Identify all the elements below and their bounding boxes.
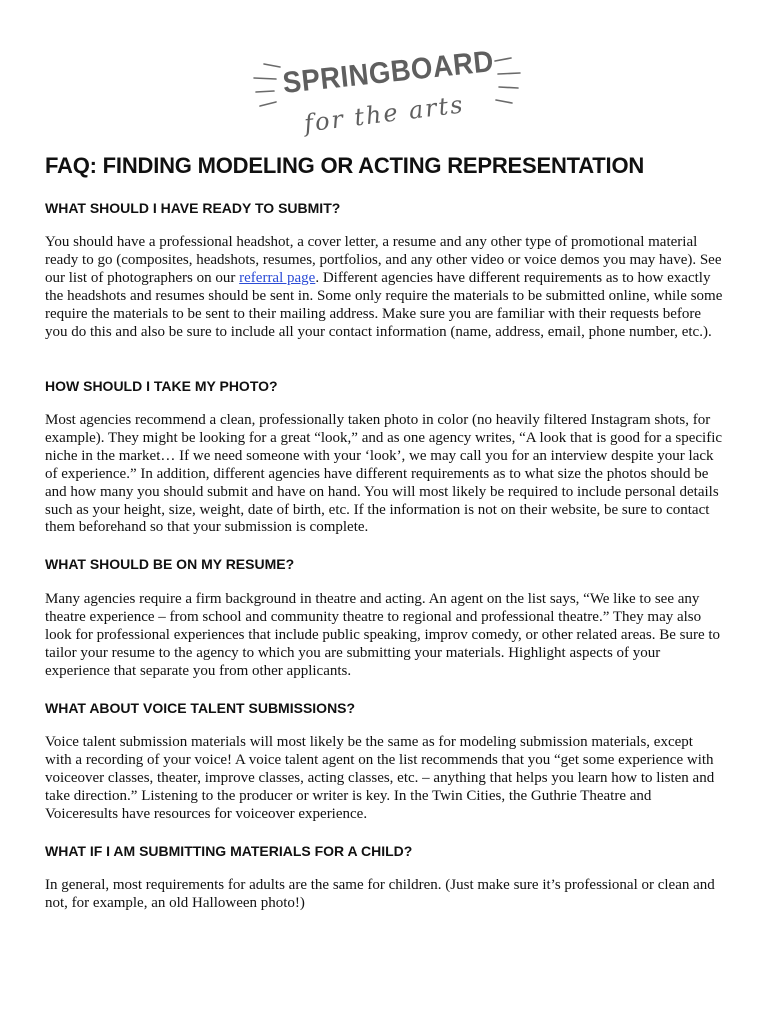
- section-body-child: In general, most requirements for adults are the same for children. (Just make sure it’s professional or clean and not, for example, an old Halloween photo!): [45, 877, 715, 911]
- section-body-voice: Voice talent submission materials will most likely be the same as for modeling submission materials, except with a recording of your voice! A voice talent agent on the list recommends that you “get some experience with voiceover classes, theater, improve classes, acting classes, etc. – anything that helps you learn how to listen and take direction.” Listening to the producer or writer is key. In the Twin Cities, the Guthrie Theatre and Voiceresults have resources for voiceover experience.: [45, 734, 715, 822]
- referral-page-link[interactable]: referral page: [239, 269, 316, 286]
- section-heading-voice: WHAT ABOUT VOICE TALENT SUBMISSIONS?: [45, 700, 356, 716]
- section-heading-resume: WHAT SHOULD BE ON MY RESUME?: [45, 556, 295, 572]
- page-title: FAQ: FINDING MODELING OR ACTING REPRESENTATION: [45, 153, 645, 178]
- body-text: You should have a professional headshot, a cover letter, a resume and any other type of promotional material ready to go (composites, headshots, resumes, portfolios, and any other video or voice demos you may have). See our list of photographers on our: [45, 234, 722, 286]
- section-heading-submit: WHAT SHOULD I HAVE READY TO SUBMIT?: [45, 200, 341, 216]
- section-body-submit: [45, 234, 723, 341]
- springboard-logo: [250, 40, 525, 140]
- body-text: . Different agencies have different requirements as to how exactly the headshots and resumes should be sent in. Some only require the materials to be submitted online, while some require the materials to be sent to their mailing address. Make sure you are familiar with their requests before you do this and also be sure to include all your contact information (name, address, email, phone number, etc.).: [45, 269, 723, 340]
- logo-tagline: for the arts: [302, 90, 466, 138]
- section-body-resume: Many agencies require a firm background in theatre and acting. An agent on the list says, “We like to see any theatre experience – from school and community theatre to regional and professional theatre.” They may also look for professional experiences that include public speaking, improv comedy, or other related areas. Be sure to tailor your resume to the agency to which you are submitting your materials. Highlight aspects of your experience that separate you from other applicants.: [45, 591, 721, 679]
- sunburst-rays-icon: [250, 40, 525, 140]
- section-body-photo: Most agencies recommend a clean, professionally taken photo in color (no heavily filtered Instagram shots, for example). They might be looking for a great “look,” and as one agency writes, “A look that is good for a specific niche in the market… If we need someone with your ‘look’, we may call you for an interview despite your lack of experience.” In addition, different agencies have different requirements as to what size the photos should be and how many you should submit and have on hand. You will most likely be required to include personal details such as your height, size, weight, date of birth, etc. If the information is not on their website, be sure to contact them beforehand so that your submission is complete.: [45, 412, 723, 536]
- logo-wordmark: SPRINGBOARD: [281, 43, 514, 100]
- section-heading-child: WHAT IF I AM SUBMITTING MATERIALS FOR A CHILD?: [45, 843, 413, 859]
- section-heading-photo: HOW SHOULD I TAKE MY PHOTO?: [45, 378, 278, 394]
